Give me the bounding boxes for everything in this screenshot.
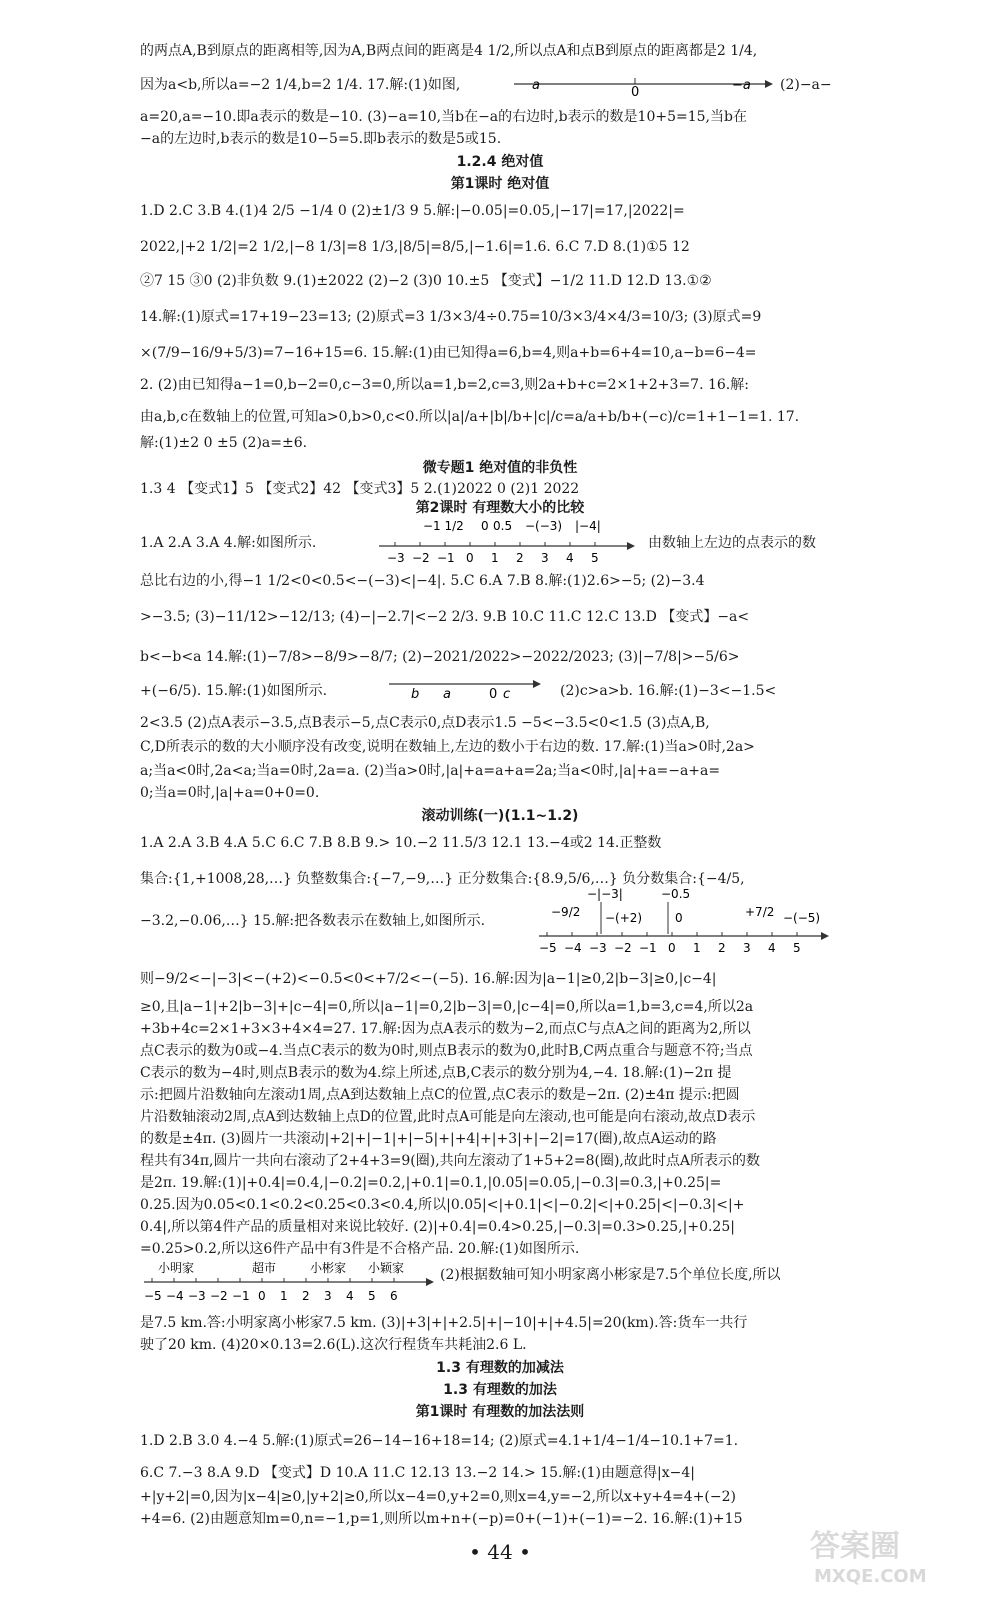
text-line: 14.解:(1)原式=17+19−23=13; (2)原式=3 1/3×3/4÷0.75=10/3×3/4×4/3=10/3; (3)原式=9 xyxy=(140,309,762,325)
order-tick: 0 xyxy=(466,551,474,565)
order-label: |−4| xyxy=(575,519,601,533)
text-line: 示:把圆片沿数轴向左滚动1周,点A到达数轴上点C的位置,点C表示的数是−2π. (2)±4π 提示:把圆 xyxy=(140,1087,740,1103)
roll-label: −9/2 xyxy=(551,905,581,919)
section-heading: 1.3 有理数的加法 xyxy=(443,1382,557,1398)
section-heading: 微专题1 绝对值的非负性 xyxy=(422,460,578,476)
text-line: a;当a<0时,2a<a;当a=0时,2a=a. (2)当a>0时,|a|+a=a+a=2a;当a<0时,|a|+a=−a+a= xyxy=(140,763,721,779)
roll-label: −0.5 xyxy=(661,887,691,901)
bac-origin-label: 0 xyxy=(489,687,498,702)
map-tick: 4 xyxy=(346,1289,354,1303)
fig17-a-label: a xyxy=(532,78,540,93)
map-tick: 6 xyxy=(390,1289,398,1303)
number-line-fig17 xyxy=(510,72,775,98)
text-line: 解:(1)±2 0 ±5 (2)a=±6. xyxy=(140,435,308,451)
text-line: (2)−a− xyxy=(780,77,832,93)
map-tick: −5 xyxy=(144,1289,162,1303)
text-line: b<−b<a 14.解:(1)−7/8>−8/9>−8/7; (2)−2021/2022>−2022/2023; (3)|−7/8|>−5/6> xyxy=(140,649,740,665)
map-place: 小明家 xyxy=(158,1261,195,1275)
order-label: −(−3) xyxy=(525,519,563,533)
text-line: 片沿数轴滚动2周,点A到达数轴上点D的位置,此时点A可能是向左滚动,也可能是向右滚动,故点D表示 xyxy=(140,1109,756,1125)
text-line: 点C表示的数为0或−4.当点C表示的数为0时,则点B表示的数为0,此时B,C两点重合与题意不符;当点 xyxy=(140,1043,753,1059)
text-line: 1.A 2.A 3.B 4.A 5.C 6.C 7.B 8.B 9.> 10.−2 11.5/3 12.1 13.−4或2 14.正整数 xyxy=(140,835,662,851)
text-line: 2<3.5 (2)点A表示−3.5,点B表示−5,点C表示0,点D表示1.5 −5<−3.5<0<1.5 (3)点A,B, xyxy=(140,715,710,731)
lesson-heading: 第1课时 绝对值 xyxy=(450,176,550,192)
roll-tick: −1 xyxy=(639,941,657,955)
order-tick: 2 xyxy=(516,551,524,565)
text-line: (2)根据数轴可知小明家离小彬家是7.5个单位长度,所以 xyxy=(440,1267,781,1283)
map-tick: −3 xyxy=(188,1289,206,1303)
number-line-order xyxy=(375,516,637,568)
text-line: 程共有34π,圆片一共向右滚动了2+4+3=9(圈),共向左滚动了1+5+2=8(圈),故此时点A所表示的数 xyxy=(140,1153,760,1169)
text-line: ②7 15 ③0 (2)非负数 9.(1)±2022 (2)−2 (3)0 10.±5 【变式】−1/2 11.D 12.D 13.①② xyxy=(140,273,712,289)
text-line: −3.2,−0.06,…} 15.解:把各数表示在数轴上,如图所示. xyxy=(140,913,486,929)
map-place: 小颖家 xyxy=(368,1261,405,1275)
watermark-logo xyxy=(800,1520,960,1590)
text-line: 2022,|+2 1/2|=2 1/2,|−8 1/3|=8 1/3,|8/5|=8/5,|−1.6|=1.6. 6.C 7.D 8.(1)①5 12 xyxy=(140,239,690,255)
text-line: 6.C 7.−3 8.A 9.D 【变式】D 10.A 11.C 12.13 13.−2 14.> 15.解:(1)由题意得|x−4| xyxy=(140,1465,695,1481)
roll-label: −(+2) xyxy=(605,911,643,925)
text-line: 2. (2)由已知得a−1=0,b−2=0,c−3=0,所以a=1,b=2,c=3,则2a+b+c=2×1+2+3=7. 16.解: xyxy=(140,377,749,393)
text-line: 1.D 2.C 3.B 4.(1)4 2/5 −1/4 0 (2)±1/3 9 5.解:|−0.05|=0.05,|−17|=17,|2022|= xyxy=(140,203,685,219)
map-tick: 2 xyxy=(302,1289,310,1303)
map-tick: 1 xyxy=(280,1289,288,1303)
order-tick: −3 xyxy=(387,551,405,565)
text-line: a=20,a=−10.即a表示的数是−10. (3)−a=10,当b在−a的右边时,b表示的数是10+5=15,当b在 xyxy=(140,109,747,125)
fig17-origin-label: 0 xyxy=(631,85,640,98)
number-line-bac xyxy=(385,676,545,704)
text-line: 则−9/2<−|−3|<−(+2)<−0.5<0<+7/2<−(−5). 16.解:因为|a−1|≥0,2|b−3|≥0,|c−4| xyxy=(140,971,717,987)
order-tick: −1 xyxy=(437,551,455,565)
text-line: C,D所表示的数的大小顺序没有改变,说明在数轴上,左边的数小于右边的数. 17.解:(1)当a>0时,2a> xyxy=(140,739,755,755)
text-line: +(−6/5). 15.解:(1)如图所示. xyxy=(140,683,328,699)
page-number: • 44 • xyxy=(469,1540,531,1564)
roll-tick: −2 xyxy=(614,941,632,955)
order-label: 0 xyxy=(481,519,489,533)
map-place: 超市 xyxy=(252,1261,277,1275)
text-line: 的数是±4π. (3)圆片一共滚动|+2|+|−1|+|−5|+|+4|+|+3|+|−2|=17(圈),故点A运动的路 xyxy=(140,1131,717,1147)
roll-label: 0 xyxy=(675,911,683,925)
order-tick: 3 xyxy=(541,551,549,565)
map-tick: −2 xyxy=(210,1289,228,1303)
watermark-bottom: MXQE.COM xyxy=(814,1566,927,1587)
text-line: +|y+2|=0,因为|x−4|≥0,|y+2|≥0,所以x−4=0,y+2=0,则x=4,y=−2,所以x+y+4=4+(−2) xyxy=(140,1489,736,1505)
text-line: 是7.5 km.答:小明家离小彬家7.5 km. (3)|+3|+|+2.5|+|−10|+|+4.5|=20(km).答:货车一共行 xyxy=(140,1315,748,1331)
text-line: 1.D 2.B 3.0 4.−4 5.解:(1)原式=26−14−16+18=14; (2)原式=4.1+1/4−1/4−10.1+7=1. xyxy=(140,1433,739,1449)
text-line: 由数轴上左边的点表示的数 xyxy=(648,535,816,551)
text-line: =0.25>0.2,所以这6件产品中有3件是不合格产品. 20.解:(1)如图所示. xyxy=(140,1241,580,1257)
text-line: 0.25.因为0.05<0.1<0.2<0.25<0.3<0.4,所以|0.05|<|+0.1|<|−0.2|<|+0.25|<|−0.3|<|+ xyxy=(140,1197,745,1213)
map-tick: 0 xyxy=(258,1289,266,1303)
text-line: 由a,b,c在数轴上的位置,可知a>0,b>0,c<0.所以|a|/a+|b|/b+|c|/c=a/a+b/b+(−c)/c=1+1−1=1. 17. xyxy=(140,409,800,425)
roll-label: −|−3| xyxy=(587,887,623,901)
lesson-heading: 第2课时 有理数大小的比较 xyxy=(415,500,585,516)
text-line: 1.A 2.A 3.A 4.解:如图所示. xyxy=(140,535,317,551)
order-label: 0.5 xyxy=(493,519,513,533)
map-tick: −4 xyxy=(166,1289,184,1303)
bac-c-label: c xyxy=(503,687,511,702)
order-tick: 5 xyxy=(591,551,599,565)
map-place: 小彬家 xyxy=(310,1261,347,1275)
text-line: 1.3 4 【变式1】5 【变式2】42 【变式3】5 2.(1)2022 0 (2)1 2022 xyxy=(140,481,580,497)
text-line: ×(7/9−16/9+5/3)=7−16+15=6. 15.解:(1)由已知得a=6,b=4,则a+b=6+4=10,a−b=6−4= xyxy=(140,345,757,361)
roll-tick: 1 xyxy=(693,941,701,955)
lesson-heading: 第1课时 有理数的加法法则 xyxy=(415,1404,585,1420)
text-line: +4=6. (2)由题意知m=0,n=−1,p=1,则所以m+n+(−p)=0+(−1)+(−1)=−2. 16.解:(1)+15 xyxy=(140,1511,743,1527)
roll-tick: −5 xyxy=(539,941,557,955)
roll-label: +7/2 xyxy=(745,905,775,919)
text-line: >−3.5; (3)−11/12>−12/13; (4)−|−2.7|<−2 2/3. 9.B 10.C 11.C 12.C 13.D 【变式】−a< xyxy=(140,609,750,625)
map-tick: 3 xyxy=(324,1289,332,1303)
text-line: +3b+4c=2×1+3×3+4×4=27. 17.解:因为点A表示的数为−2,而点C与点A之间的距离为2,所以 xyxy=(140,1021,751,1037)
section-heading: 1.2.4 绝对值 xyxy=(456,154,544,170)
fig17-neg-a-label: −a xyxy=(732,78,751,93)
roll-tick: −3 xyxy=(589,941,607,955)
bac-a-label: a xyxy=(443,687,451,702)
text-line: 的两点A,B到原点的距离相等,因为A,B两点间的距离是4 1/2,所以点A和点B到原点的距离都是2 1/4, xyxy=(140,43,758,59)
order-tick: 4 xyxy=(566,551,574,565)
roll-tick: 5 xyxy=(793,941,801,955)
order-tick: 1 xyxy=(491,551,499,565)
text-line: 集合:{1,+1008,28,…} 负整数集合:{−7,−9,…} 正分数集合:{8.9,5/6,…} 负分数集合:{−4/5, xyxy=(140,871,745,887)
section-heading: 1.3 有理数的加减法 xyxy=(436,1360,564,1376)
text-line: 0;当a=0时,|a|+a=0+0=0. xyxy=(140,785,320,801)
watermark-top: 答案圈 xyxy=(810,1529,900,1564)
text-line: 是2π. 19.解:(1)|+0.4|=0.4,|−0.2|=0.2,|+0.1|=0.1,|0.05|=0.05,|−0.3|=0.3,|+0.25|= xyxy=(140,1175,722,1191)
map-tick: −1 xyxy=(232,1289,250,1303)
roll-tick: 0 xyxy=(668,941,676,955)
text-line: (2)c>a>b. 16.解:(1)−3<−1.5< xyxy=(560,683,777,699)
number-line-rolling xyxy=(535,872,835,958)
order-tick: −2 xyxy=(412,551,430,565)
roll-tick: 4 xyxy=(768,941,776,955)
bac-b-label: b xyxy=(411,687,420,702)
text-line: C表示的数为−4时,则点B表示的数为4.综上所述,点B,C表示的数分别为4,−4. 18.解:(1)−2π 提 xyxy=(140,1065,732,1081)
roll-tick: 3 xyxy=(743,941,751,955)
number-line-map xyxy=(140,1258,440,1310)
section-heading: 滚动训练(一)(1.1~1.2) xyxy=(421,808,579,824)
text-line: ≥0,且|a−1|+2|b−3|+|c−4|=0,所以|a−1|=0,2|b−3|=0,|c−4|=0,所以a=1,b=3,c=4,所以2a xyxy=(140,999,754,1015)
text-line: −a的左边时,b表示的数是10−5=5.即b表示的数是5或15. xyxy=(140,131,502,147)
map-tick: 5 xyxy=(368,1289,376,1303)
text-line: 总比右边的小,得−1 1/2<0<0.5<−(−3)<|−4|. 5.C 6.A 7.B 8.解:(1)2.6>−5; (2)−3.4 xyxy=(140,573,705,589)
roll-tick: 2 xyxy=(718,941,726,955)
roll-label: −(−5) xyxy=(783,911,821,925)
roll-tick: −4 xyxy=(564,941,582,955)
text-line: 0.4|,所以第4件产品的质量相对来说比较好. (2)|+0.4|=0.4>0.25,|−0.3|=0.3>0.25,|+0.25| xyxy=(140,1219,735,1235)
text-line: 因为a<b,所以a=−2 1/4,b=2 1/4. 17.解:(1)如图, xyxy=(140,77,461,93)
order-label: −1 1/2 xyxy=(423,519,464,533)
text-line: 驶了20 km. (4)20×0.13=2.6(L).这次行程货车共耗油2.6 L. xyxy=(140,1337,527,1353)
